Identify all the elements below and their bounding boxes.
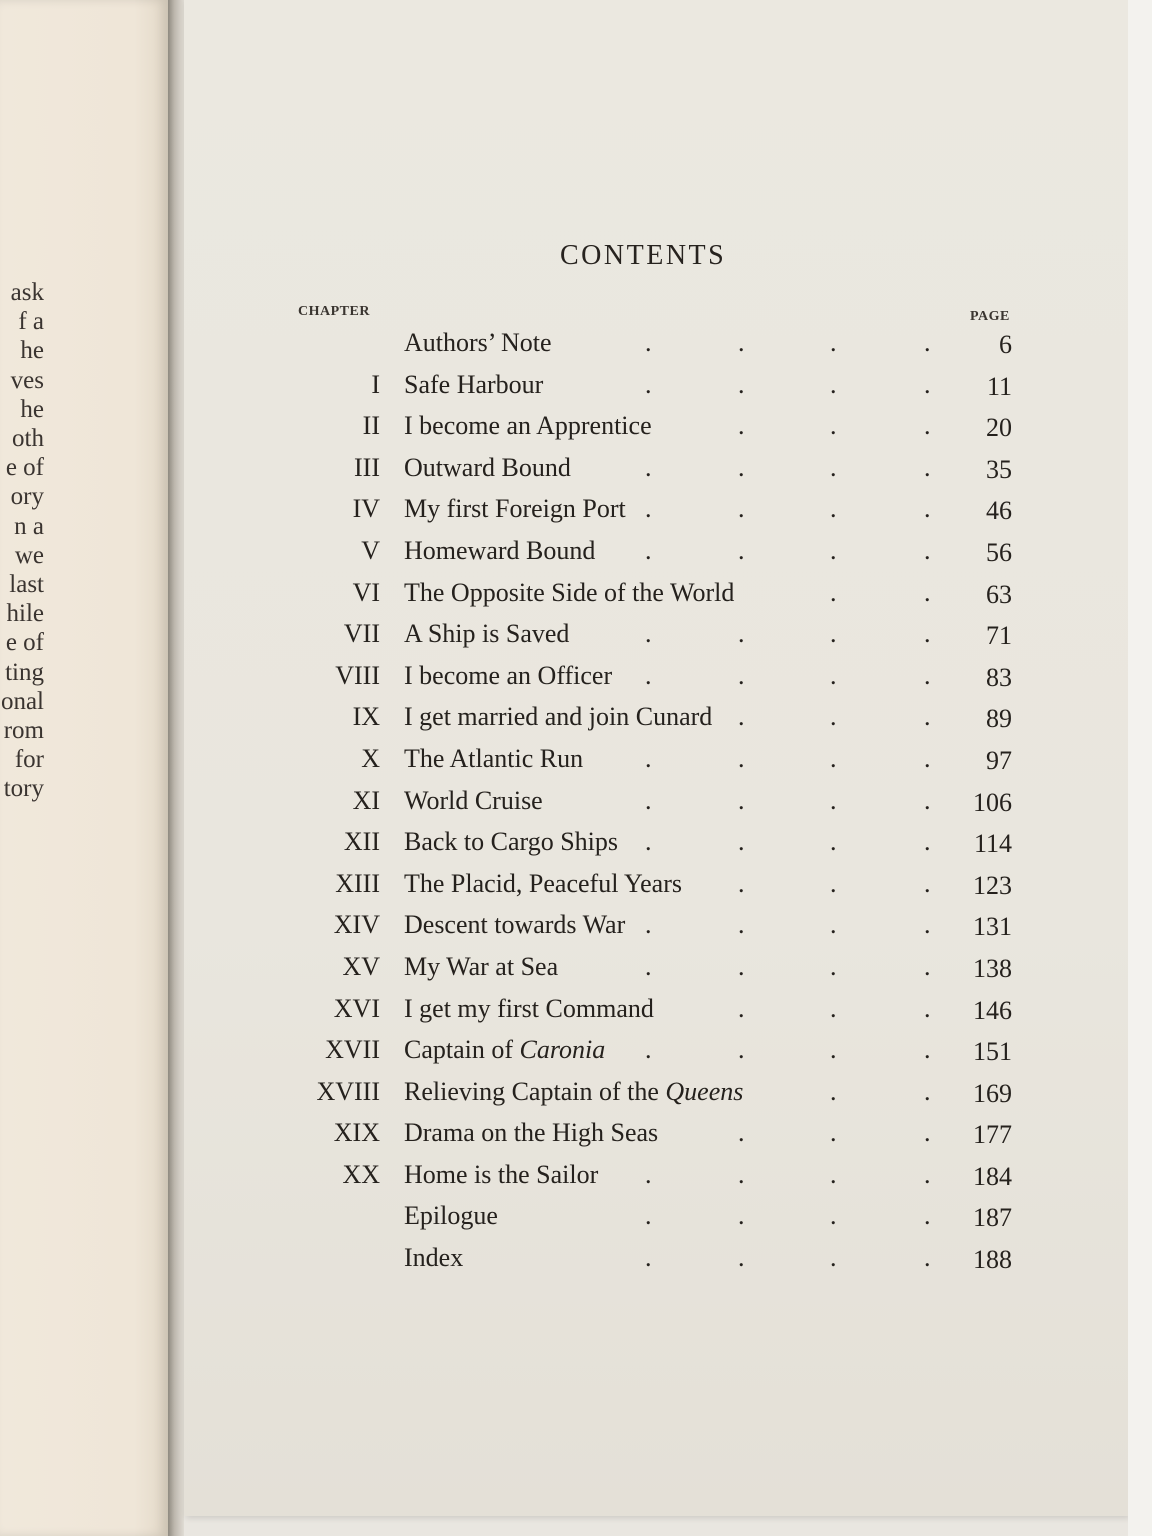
leader-dot: . xyxy=(924,702,931,732)
chapter-number: XI xyxy=(352,785,380,815)
chapter-number: XVI xyxy=(333,993,380,1023)
leader-dot: . xyxy=(738,1159,745,1189)
leader-dot: . xyxy=(738,494,745,524)
page-number: 6 xyxy=(999,330,1012,359)
leader-dot: . xyxy=(924,369,931,399)
page-number: 177 xyxy=(973,1120,1012,1150)
toc-entry xyxy=(0,325,1152,367)
chapter-title-text: World Cruise xyxy=(404,785,543,815)
page-column-heading: PAGE xyxy=(970,309,1010,324)
leader-dot: . xyxy=(830,411,837,441)
leader-dot: . xyxy=(830,369,837,399)
left-page-line: we xyxy=(14,541,44,569)
leader-dot: . xyxy=(924,1076,931,1106)
chapter-title-text: Safe Harbour xyxy=(404,369,544,399)
left-page-line: oth xyxy=(12,425,44,453)
chapter-title xyxy=(404,494,626,524)
left-page-line: ory xyxy=(10,483,44,511)
leader-dot: . xyxy=(830,951,837,981)
chapter-number: VIII xyxy=(335,660,380,690)
leader-dot: . xyxy=(738,868,745,898)
chapter-number: IV xyxy=(352,494,380,524)
toc-entry xyxy=(0,991,1152,1033)
leader-dot: . xyxy=(738,951,745,981)
leader-dot: . xyxy=(738,369,745,399)
chapter-title-text: A Ship is Saved xyxy=(404,619,570,649)
leader-dot: . xyxy=(830,910,837,940)
leader-dot: . xyxy=(738,1035,745,1065)
page-number: 114 xyxy=(973,829,1012,859)
leader-dot: . xyxy=(738,1201,745,1231)
toc-entry xyxy=(0,949,1152,991)
table-of-contents xyxy=(0,325,1152,1282)
leader-dot: . xyxy=(924,328,931,357)
toc-entry xyxy=(0,783,1152,825)
page-number: 131 xyxy=(973,912,1012,942)
chapter-title-text: I get married and join Cunard xyxy=(404,702,713,732)
toc-entry xyxy=(0,741,1152,783)
leader-dot: . xyxy=(645,1201,652,1231)
page-number: 71 xyxy=(986,621,1012,651)
toc-entry xyxy=(0,616,1152,658)
chapter-number: XVII xyxy=(325,1035,380,1065)
chapter-title xyxy=(404,370,543,400)
toc-entry xyxy=(0,491,1152,533)
chapter-number: IX xyxy=(352,702,380,732)
page-number: 106 xyxy=(973,787,1012,817)
chapter-title xyxy=(404,578,734,608)
leader-dot: . xyxy=(830,494,837,524)
chapter-title-text: I become an Officer xyxy=(404,660,613,690)
chapter-title-text: The Atlantic Run xyxy=(404,743,584,773)
leader-dot: . xyxy=(830,577,837,607)
chapter-title xyxy=(404,619,569,649)
leader-dot: . xyxy=(645,452,652,482)
leader-dot: . xyxy=(924,1243,931,1273)
leader-dot: . xyxy=(924,1201,931,1231)
leader-dot: . xyxy=(645,1159,652,1189)
chapter-title-text: Authors’ Note xyxy=(404,328,552,357)
toc-entry xyxy=(0,408,1152,450)
left-page-line: f a xyxy=(18,308,44,336)
chapter-title xyxy=(404,827,618,857)
page-number: 11 xyxy=(986,371,1012,401)
chapter-title xyxy=(404,952,558,982)
page-number: 151 xyxy=(973,1037,1012,1067)
toc-entry xyxy=(0,575,1152,617)
leader-dot: . xyxy=(738,910,745,940)
leader-dot: . xyxy=(924,619,931,649)
leader-dot: . xyxy=(924,452,931,482)
left-page-line: ves xyxy=(10,366,44,394)
chapter-title-text: Relieving Captain of the xyxy=(404,1076,666,1106)
chapter-title-text: My first Foreign Port xyxy=(404,494,626,524)
toc-entry xyxy=(0,1115,1152,1157)
page-number: 56 xyxy=(986,537,1012,567)
leader-dot: . xyxy=(738,827,745,857)
left-page-line: e of xyxy=(5,454,44,482)
page-number: 89 xyxy=(986,704,1012,734)
toc-entry xyxy=(0,1198,1152,1240)
leader-dot: . xyxy=(738,660,745,690)
left-page-line: onal xyxy=(0,687,44,715)
chapter-number: VII xyxy=(343,619,380,649)
toc-entry xyxy=(0,699,1152,741)
leader-dot: . xyxy=(924,951,931,981)
chapter-title xyxy=(404,910,625,940)
leader-dot: . xyxy=(924,910,931,940)
leader-dot: . xyxy=(830,452,837,482)
chapter-title xyxy=(404,328,552,358)
leader-dot: . xyxy=(830,619,837,649)
leader-dot: . xyxy=(830,1159,837,1189)
chapter-title xyxy=(404,1201,498,1231)
chapter-title-italic: Queens xyxy=(665,1076,744,1106)
chapter-title-italic: Caronia xyxy=(519,1035,606,1065)
chapter-title-text: I become an Apprentice xyxy=(404,411,652,441)
left-page-line: he xyxy=(20,395,44,423)
chapter-title-text: I get my first Command xyxy=(404,993,654,1023)
chapter-number: XX xyxy=(342,1159,380,1189)
leader-dot: . xyxy=(830,1243,837,1273)
leader-dot: . xyxy=(830,1035,837,1065)
leader-dot: . xyxy=(645,660,652,690)
leader-dot: . xyxy=(738,993,745,1023)
toc-entry xyxy=(0,907,1152,949)
chapter-title xyxy=(404,453,571,483)
chapter-title xyxy=(404,786,543,816)
leader-dot: . xyxy=(645,785,652,815)
chapter-title xyxy=(404,994,654,1024)
leader-dot: . xyxy=(830,535,837,565)
leader-dot: . xyxy=(645,535,652,565)
leader-dot: . xyxy=(645,951,652,981)
toc-entry xyxy=(0,866,1152,908)
chapter-title-text: Captain of xyxy=(404,1035,520,1065)
leader-dot: . xyxy=(924,1118,931,1148)
left-page-line: e of xyxy=(5,629,44,657)
chapter-title xyxy=(404,536,595,566)
chapter-title-text: Outward Bound xyxy=(404,452,571,482)
leader-dot: . xyxy=(738,411,745,441)
leader-dot: . xyxy=(830,328,837,357)
leader-dot: . xyxy=(924,535,931,565)
chapter-title-text: Homeward Bound xyxy=(404,535,596,565)
chapter-number: XV xyxy=(342,951,380,981)
leader-dot: . xyxy=(924,1159,931,1189)
chapter-number: XIII xyxy=(335,868,380,898)
toc-entry xyxy=(0,1074,1152,1116)
chapter-title xyxy=(404,1118,658,1148)
page-number: 35 xyxy=(986,454,1012,484)
page-number: 46 xyxy=(986,496,1012,526)
chapter-title-text: The Opposite Side of the World xyxy=(404,577,735,607)
leader-dot: . xyxy=(830,785,837,815)
toc-entry xyxy=(0,1240,1152,1282)
chapter-number: II xyxy=(362,411,380,441)
chapter-title xyxy=(404,869,682,899)
leader-dot: . xyxy=(924,827,931,857)
chapter-title xyxy=(404,661,612,691)
leader-dot: . xyxy=(830,702,837,732)
chapter-number: XIV xyxy=(333,910,380,940)
chapter-title xyxy=(404,1035,605,1065)
leader-dot: . xyxy=(830,1076,837,1106)
leader-dot: . xyxy=(738,1118,745,1148)
chapter-column-heading: CHAPTER xyxy=(298,304,370,319)
leader-dot: . xyxy=(830,827,837,857)
chapter-title xyxy=(404,1160,598,1190)
page-number: 187 xyxy=(973,1203,1012,1233)
chapter-number: V xyxy=(361,535,380,565)
left-page-line: ting xyxy=(5,658,44,686)
leader-dot: . xyxy=(738,743,745,773)
chapter-title-text: Index xyxy=(404,1243,464,1273)
leader-dot: . xyxy=(645,827,652,857)
chapter-title-text: Descent towards War xyxy=(404,910,626,940)
leader-dot: . xyxy=(645,1243,652,1273)
left-page-line: ask xyxy=(10,279,44,306)
toc-entry xyxy=(0,1157,1152,1199)
leader-dot: . xyxy=(924,660,931,690)
chapter-title-text: My War at Sea xyxy=(404,951,559,981)
chapter-title-text: Back to Cargo Ships xyxy=(404,827,619,857)
chapter-title-text: Epilogue xyxy=(404,1201,498,1231)
toc-entry xyxy=(0,658,1152,700)
chapter-number: I xyxy=(371,369,380,399)
leader-dot: . xyxy=(738,535,745,565)
leader-dot: . xyxy=(830,743,837,773)
leader-dot: . xyxy=(738,452,745,482)
leader-dot: . xyxy=(924,743,931,773)
leader-dot: . xyxy=(830,1201,837,1231)
chapter-number: III xyxy=(354,452,380,482)
leader-dot: . xyxy=(830,1118,837,1148)
leader-dot: . xyxy=(924,494,931,524)
left-page-line: tory xyxy=(3,775,44,803)
page-number: 63 xyxy=(986,579,1012,609)
chapter-number: XII xyxy=(343,827,380,857)
page-number: 123 xyxy=(973,870,1012,900)
toc-entry xyxy=(0,533,1152,575)
toc-entry xyxy=(0,824,1152,866)
chapter-title xyxy=(404,1243,463,1273)
toc-entry xyxy=(0,1032,1152,1074)
leader-dot: . xyxy=(924,411,931,441)
page-number: 184 xyxy=(973,1161,1012,1191)
page-number: 97 xyxy=(986,745,1012,775)
left-page-line: he xyxy=(20,337,44,365)
chapter-title-text: Home is the Sailor xyxy=(404,1159,599,1189)
chapter-title xyxy=(404,411,652,441)
leader-dot: . xyxy=(738,785,745,815)
chapter-title-text: Drama on the High Seas xyxy=(404,1118,659,1148)
leader-dot: . xyxy=(645,743,652,773)
leader-dot: . xyxy=(645,910,652,940)
chapter-title-text: The Placid, Peaceful Years xyxy=(404,868,682,898)
left-page-line: last xyxy=(9,571,44,599)
leader-dot: . xyxy=(924,868,931,898)
leader-dot: . xyxy=(830,868,837,898)
page-number: 83 xyxy=(986,662,1012,692)
page-number: 138 xyxy=(973,953,1012,983)
leader-dot: . xyxy=(645,494,652,524)
leader-dot: . xyxy=(738,328,745,357)
page-number: 20 xyxy=(986,413,1012,443)
leader-dot: . xyxy=(738,619,745,649)
leader-dot: . xyxy=(924,577,931,607)
leader-dot: . xyxy=(738,1243,745,1273)
toc-entry xyxy=(0,367,1152,409)
chapter-number: XVIII xyxy=(316,1076,380,1106)
leader-dot: . xyxy=(645,619,652,649)
left-page-line: hile xyxy=(6,600,44,628)
leader-dot: . xyxy=(830,660,837,690)
chapter-number: XIX xyxy=(333,1118,380,1148)
leader-dot: . xyxy=(645,369,652,399)
leader-dot: . xyxy=(645,1035,652,1065)
leader-dot: . xyxy=(738,702,745,732)
left-page-line: rom xyxy=(3,717,44,745)
contents-heading: CONTENTS xyxy=(560,240,727,271)
leader-dot: . xyxy=(645,328,652,357)
page-number: 146 xyxy=(973,995,1012,1025)
page-number: 169 xyxy=(973,1078,1012,1108)
left-page-line: n a xyxy=(14,512,44,540)
leader-dot: . xyxy=(924,993,931,1023)
chapter-title xyxy=(404,702,712,732)
leader-dot: . xyxy=(924,1035,931,1065)
chapter-number: X xyxy=(361,743,380,773)
page-number: 188 xyxy=(973,1245,1012,1275)
toc-entry xyxy=(0,450,1152,492)
leader-dot: . xyxy=(830,993,837,1023)
chapter-number: VI xyxy=(352,577,380,607)
leader-dot: . xyxy=(924,785,931,815)
left-page-line: for xyxy=(14,746,44,774)
chapter-title xyxy=(404,744,583,774)
chapter-title xyxy=(404,1077,743,1107)
